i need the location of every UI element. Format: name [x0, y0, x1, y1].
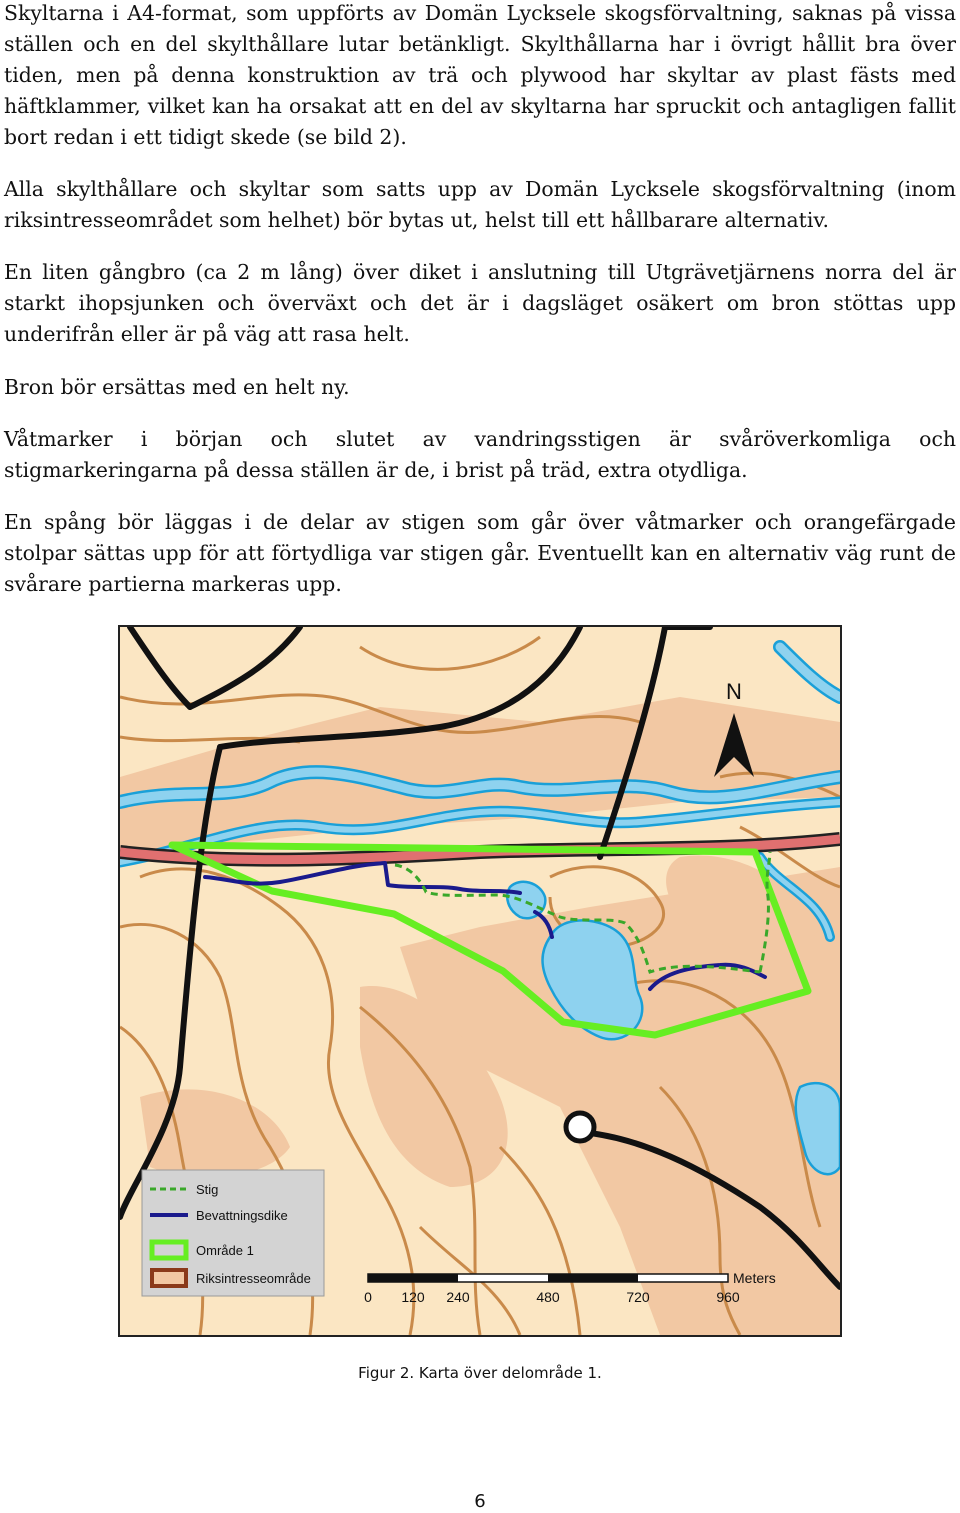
paragraph-replace-signs: Alla skylthållare och skyltar som satts upp av Domän Lycksele skogsförvaltning (inom riksintresseområdet som helhet) bör bytas ut, helst till ett hållbarare alternativ. — [4, 177, 956, 232]
scale-tick-label: 720 — [626, 1289, 650, 1305]
paragraph-footbridge: En liten gångbro (ca 2 m lång) över diket i anslutning till Utgrävetjärnens norra del är starkt ihopsjunken och överväxt och det är i dagsläget osäkert om bron stöttas upp underifrån eller är på väg att rasa helt. — [4, 260, 956, 346]
figure-caption: Figur 2. Karta över delområde 1. — [358, 1364, 602, 1382]
scale-tick-label: 240 — [446, 1289, 470, 1305]
scale-tick-label: 120 — [401, 1289, 425, 1305]
north-arrow-label: N — [726, 679, 742, 704]
map-canvas — [120, 627, 840, 1335]
scale-tick-label: 0 — [364, 1289, 372, 1305]
page-number: 6 — [474, 1491, 486, 1512]
paragraph-wetlands: Våtmarker i början och slutet av vandringsstigen är svåröverkomliga och stigmarkeringarna på dessa ställen är de, i brist på träd, extra otydliga. — [4, 427, 956, 482]
scale-tick-label: 960 — [716, 1289, 740, 1305]
map-legend — [142, 1170, 324, 1296]
legend-riks-swatch — [152, 1270, 186, 1286]
legend-riks-label: Riksintresseområde — [196, 1271, 311, 1286]
paragraph-signs: Skyltarna i A4-format, som uppförts av Domän Lycksele skogsförvaltning, saknas på vissa ställen och en del skylthållare lutar betänkligt. Skylthållarna har i övrigt hållit bra över tiden, men på denna konstruktion av trä och plywood har skyltar av plast fästs med häftklammer, vilket kan ha orsakat att en del av skyltarna har spruckit och antagligen fallit bort redan i ett tidigt skede (se bild 2). — [4, 1, 956, 149]
paragraph-bridge-replace: Bron bör ersättas med en helt ny. — [4, 375, 350, 399]
scale-unit: Meters — [733, 1270, 776, 1286]
legend-ditch-label: Bevattningsdike — [196, 1208, 288, 1223]
paragraph-boardwalk: En spång bör läggas i de delar av stigen som går över våtmarker och orangefärgade stolpar sättas upp för att förtydliga var stigen går. Eventuellt kan en alternativ väg runt de svårare partierna markeras upp. — [4, 510, 956, 596]
legend-area-1-label: Område 1 — [196, 1243, 254, 1258]
map-figure — [118, 625, 842, 1337]
map-point-marker — [566, 1113, 594, 1141]
legend-trail-label: Stig — [196, 1182, 219, 1197]
scale-tick-label: 480 — [536, 1289, 560, 1305]
